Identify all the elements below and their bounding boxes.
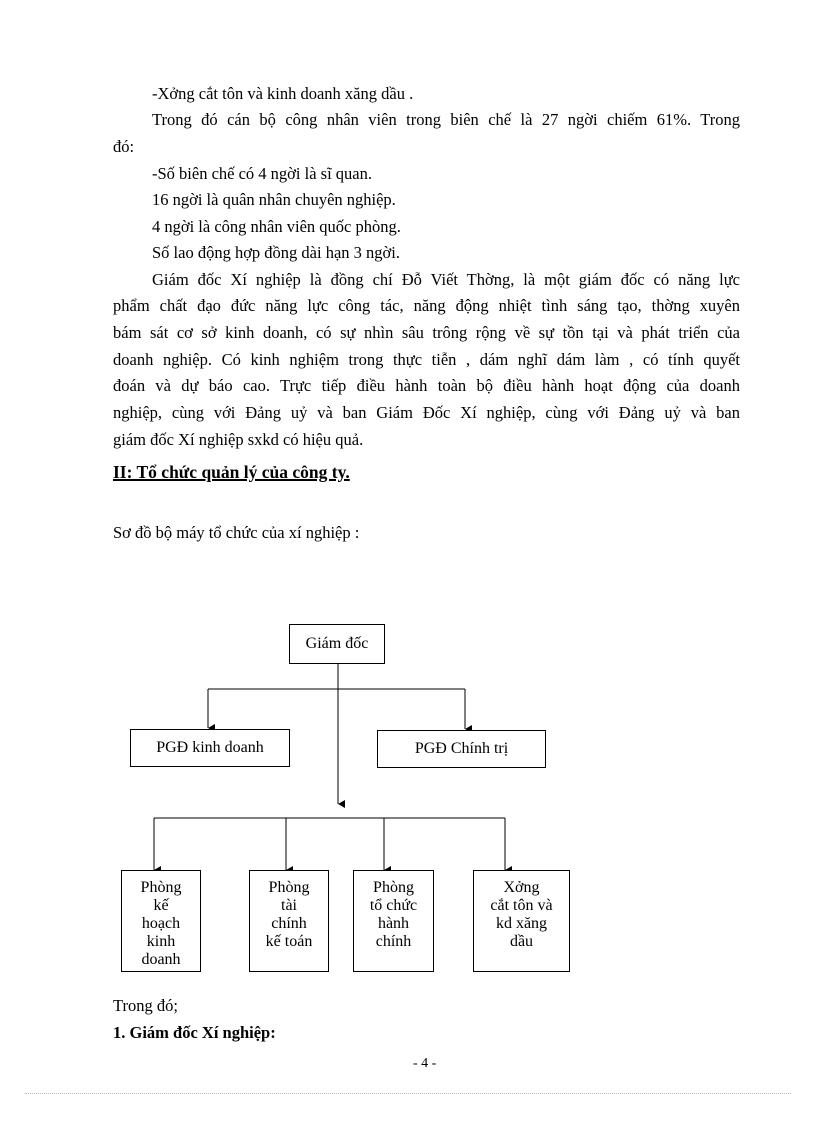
director-paragraph-line1: Giám đốc Xí nghiệp là đồng chí Đỗ Viết Thờng, là một giám đốc có năng lực: [152, 270, 740, 289]
director-paragraph-line4: doanh nghiệp. Có kinh nghiệm trong thực tiễn , dám nghĩ dám làm , có tính quyết: [113, 350, 740, 369]
paragraph-workshop: -Xởng cắt tôn và kinh doanh xăng dầu .: [152, 84, 414, 103]
page-number: - 4 -: [413, 1056, 437, 1071]
org-box-dept-planning: Phòng kế hoạch kinh doanh: [121, 870, 201, 972]
in-which-label: Trong đó;: [113, 996, 178, 1015]
paragraph-staff-line2: đó:: [113, 137, 135, 156]
org-box-dept-organization: Phòng tổ chức hành chính: [353, 870, 434, 972]
paragraph-officers: -Số biên chế có 4 ngời là sĩ quan.: [152, 164, 372, 183]
director-paragraph-line7: giám đốc Xí nghiệp sxkd có hiệu quả.: [113, 430, 364, 449]
org-box-deputy-business: PGĐ kinh doanh: [130, 729, 290, 767]
director-paragraph-line5: đoán và dự báo cao. Trực tiếp điều hành toàn bộ điều hành hoạt động của doanh: [113, 376, 740, 395]
paragraph-contract-workers: Số lao động hợp đồng dài hạn 3 ngời.: [152, 243, 400, 262]
org-box-dept-workshop: Xởng cắt tôn và kd xăng dầu: [473, 870, 570, 972]
org-box-deputy-political: PGĐ Chính trị: [377, 730, 546, 768]
org-chart-intro: Sơ đồ bộ máy tổ chức của xí nghiệp :: [113, 523, 360, 542]
org-box-dept-finance: Phòng tài chính kế toán: [249, 870, 329, 972]
paragraph-staff-line1: Trong đó cán bộ công nhân viên trong biên chế là 27 ngời chiếm 61%. Trong: [152, 110, 740, 129]
subheading-director: 1. Giám đốc Xí nghiệp:: [113, 1023, 276, 1042]
paragraph-defense-workers: 4 ngời là công nhân viên quốc phòng.: [152, 217, 401, 236]
director-paragraph-line3: bám sát cơ sở kinh doanh, có sự nhìn sâu trông rộng về sự tồn tại và phát triển của: [113, 323, 740, 342]
page-bottom-divider: [25, 1093, 791, 1094]
section-heading: II: Tổ chức quản lý của công ty.: [113, 462, 350, 482]
paragraph-professional-soldiers: 16 ngời là quân nhân chuyên nghiệp.: [152, 190, 396, 209]
org-box-director: Giám đốc: [289, 624, 385, 664]
director-paragraph-line2: phẩm chất đạo đức năng lực công tác, năng động nhiệt tình sáng tạo, thờng xuyên: [113, 296, 740, 315]
director-paragraph-line6: nghiệp, cùng với Đảng uỷ và ban Giám Đốc Xí nghiệp, cùng với Đảng uỷ và ban: [113, 403, 740, 422]
